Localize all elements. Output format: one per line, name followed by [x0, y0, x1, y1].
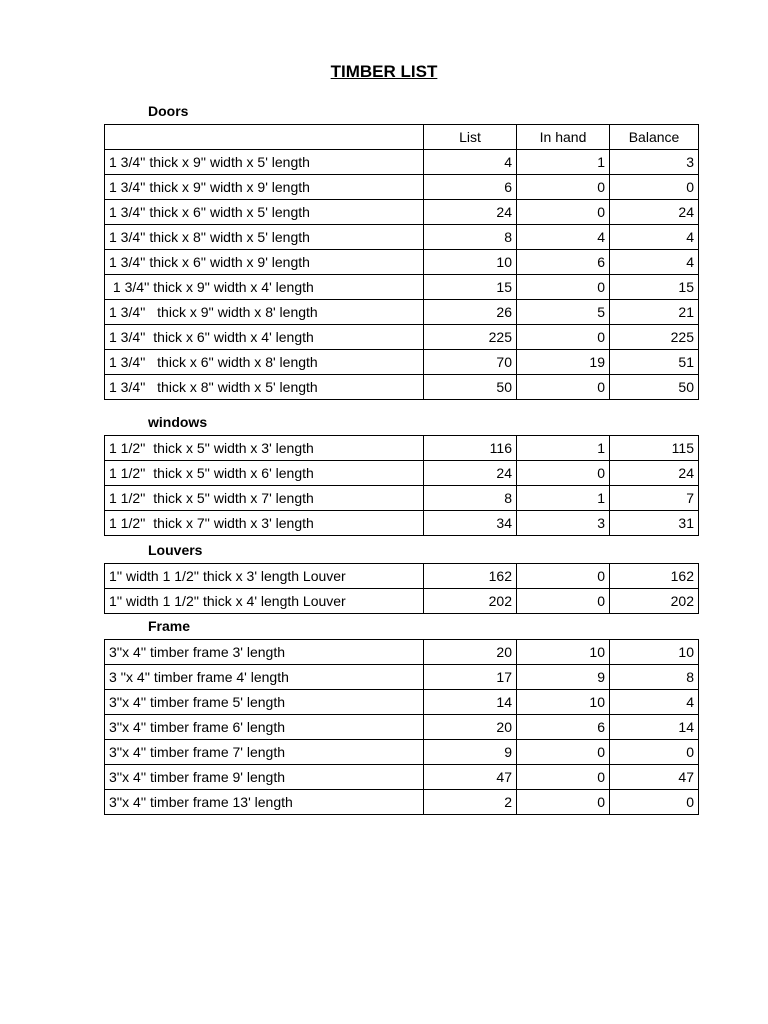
- section-label-windows: windows: [148, 414, 208, 430]
- list-qty: 34: [424, 511, 517, 536]
- list-qty: 6: [424, 175, 517, 200]
- balance-qty: 0: [610, 740, 699, 765]
- list-qty: 4: [424, 150, 517, 175]
- in-hand-qty: 0: [517, 765, 610, 790]
- balance-qty: 51: [610, 350, 699, 375]
- table-row: [105, 150, 699, 175]
- list-qty: 10: [424, 250, 517, 275]
- list-qty: 9: [424, 740, 517, 765]
- item-description: 1 3/4'' thick x 6'' width x 4' length: [105, 325, 424, 350]
- in-hand-qty: 0: [517, 790, 610, 815]
- list-qty: 162: [424, 564, 517, 589]
- in-hand-qty: 0: [517, 325, 610, 350]
- in-hand-qty: 6: [517, 715, 610, 740]
- table-row: [105, 225, 699, 250]
- section-label-louvers: Louvers: [148, 542, 203, 558]
- item-description: 1 3/4'' thick x 6'' width x 5' length: [105, 200, 424, 225]
- in-hand-qty: 19: [517, 350, 610, 375]
- balance-qty: 225: [610, 325, 699, 350]
- balance-qty: 4: [610, 250, 699, 275]
- item-description: 1 1/2'' thick x 7'' width x 3' length: [105, 511, 424, 536]
- list-qty: 225: [424, 325, 517, 350]
- item-description: 1 3/4'' thick x 8'' width x 5' length: [105, 375, 424, 400]
- in-hand-qty: 5: [517, 300, 610, 325]
- list-qty: 24: [424, 200, 517, 225]
- table-row: [105, 200, 699, 225]
- balance-qty: 4: [610, 690, 699, 715]
- balance-qty: 14: [610, 715, 699, 740]
- list-qty: 47: [424, 765, 517, 790]
- list-qty: 8: [424, 225, 517, 250]
- table-row: [105, 740, 699, 765]
- list-qty: 20: [424, 715, 517, 740]
- balance-qty: 115: [610, 436, 699, 461]
- item-description: 3 ''x 4'' timber frame 4' length: [105, 665, 424, 690]
- list-qty: 26: [424, 300, 517, 325]
- item-description: 1 3/4'' thick x 8'' width x 5' length: [105, 225, 424, 250]
- item-description: 1 1/2'' thick x 5'' width x 3' length: [105, 436, 424, 461]
- in-hand-qty: 3: [517, 511, 610, 536]
- balance-qty: 31: [610, 511, 699, 536]
- item-description: 3''x 4'' timber frame 3' length: [105, 640, 424, 665]
- in-hand-qty: 0: [517, 275, 610, 300]
- table-row: [105, 665, 699, 690]
- list-qty: 8: [424, 486, 517, 511]
- list-qty: 116: [424, 436, 517, 461]
- louvers-table: [104, 563, 699, 614]
- balance-qty: 3: [610, 150, 699, 175]
- header-blank: [105, 125, 424, 150]
- in-hand-qty: 0: [517, 564, 610, 589]
- in-hand-qty: 4: [517, 225, 610, 250]
- balance-qty: 0: [610, 175, 699, 200]
- table-row: [105, 300, 699, 325]
- list-qty: 2: [424, 790, 517, 815]
- table-row: [105, 511, 699, 536]
- section-label-doors: Doors: [148, 103, 189, 119]
- item-description: 1 3/4'' thick x 9'' width x 4' length: [105, 275, 424, 300]
- doors-table: [104, 124, 699, 400]
- item-description: 3''x 4'' timber frame 6' length: [105, 715, 424, 740]
- list-qty: 20: [424, 640, 517, 665]
- in-hand-qty: 1: [517, 150, 610, 175]
- table-row: [105, 461, 699, 486]
- item-description: 1 3/4'' thick x 9'' width x 5' length: [105, 150, 424, 175]
- list-qty: 24: [424, 461, 517, 486]
- in-hand-qty: 0: [517, 461, 610, 486]
- page-title: TIMBER LIST: [330, 62, 438, 81]
- item-description: 3''x 4'' timber frame 9' length: [105, 765, 424, 790]
- table-row: [105, 486, 699, 511]
- table-row: [105, 375, 699, 400]
- header-balance: Balance: [610, 125, 699, 150]
- item-description: 1 3/4'' thick x 6'' width x 9' length: [105, 250, 424, 275]
- balance-qty: 10: [610, 640, 699, 665]
- balance-qty: 21: [610, 300, 699, 325]
- balance-qty: 162: [610, 564, 699, 589]
- table-row: [105, 790, 699, 815]
- list-qty: 202: [424, 589, 517, 614]
- table-header-row: [105, 125, 699, 150]
- list-qty: 15: [424, 275, 517, 300]
- in-hand-qty: 9: [517, 665, 610, 690]
- table-row: [105, 640, 699, 665]
- table-row: [105, 275, 699, 300]
- table-row: [105, 690, 699, 715]
- in-hand-qty: 6: [517, 250, 610, 275]
- section-label-frame: Frame: [148, 618, 191, 634]
- balance-qty: 50: [610, 375, 699, 400]
- item-description: 3''x 4'' timber frame 5' length: [105, 690, 424, 715]
- table-row: [105, 350, 699, 375]
- item-description: 1 1/2'' thick x 5'' width x 6' length: [105, 461, 424, 486]
- table-row: [105, 715, 699, 740]
- in-hand-qty: 10: [517, 690, 610, 715]
- list-qty: 70: [424, 350, 517, 375]
- list-qty: 17: [424, 665, 517, 690]
- item-description: 1'' width 1 1/2'' thick x 4' length Louver: [105, 589, 424, 614]
- in-hand-qty: 0: [517, 375, 610, 400]
- item-description: 3''x 4'' timber frame 7' length: [105, 740, 424, 765]
- in-hand-qty: 0: [517, 589, 610, 614]
- table-row: [105, 765, 699, 790]
- in-hand-qty: 10: [517, 640, 610, 665]
- list-qty: 14: [424, 690, 517, 715]
- item-description: 1 1/2'' thick x 5'' width x 7' length: [105, 486, 424, 511]
- table-row: [105, 589, 699, 614]
- header-in-hand: In hand: [517, 125, 610, 150]
- balance-qty: 7: [610, 486, 699, 511]
- balance-qty: 8: [610, 665, 699, 690]
- table-row: [105, 325, 699, 350]
- frame-table: [104, 639, 699, 815]
- balance-qty: 47: [610, 765, 699, 790]
- windows-table: [104, 435, 699, 536]
- balance-qty: 202: [610, 589, 699, 614]
- item-description: 3''x 4'' timber frame 13' length: [105, 790, 424, 815]
- in-hand-qty: 0: [517, 175, 610, 200]
- in-hand-qty: 1: [517, 436, 610, 461]
- item-description: 1 3/4'' thick x 6'' width x 8' length: [105, 350, 424, 375]
- balance-qty: 4: [610, 225, 699, 250]
- list-qty: 50: [424, 375, 517, 400]
- item-description: 1 3/4'' thick x 9'' width x 9' length: [105, 175, 424, 200]
- balance-qty: 0: [610, 790, 699, 815]
- item-description: 1'' width 1 1/2'' thick x 3' length Louver: [105, 564, 424, 589]
- balance-qty: 15: [610, 275, 699, 300]
- balance-qty: 24: [610, 200, 699, 225]
- header-list: List: [424, 125, 517, 150]
- in-hand-qty: 1: [517, 486, 610, 511]
- table-row: [105, 564, 699, 589]
- in-hand-qty: 0: [517, 740, 610, 765]
- table-row: [105, 250, 699, 275]
- balance-qty: 24: [610, 461, 699, 486]
- table-row: [105, 436, 699, 461]
- table-row: [105, 175, 699, 200]
- in-hand-qty: 0: [517, 200, 610, 225]
- item-description: 1 3/4'' thick x 9'' width x 8' length: [105, 300, 424, 325]
